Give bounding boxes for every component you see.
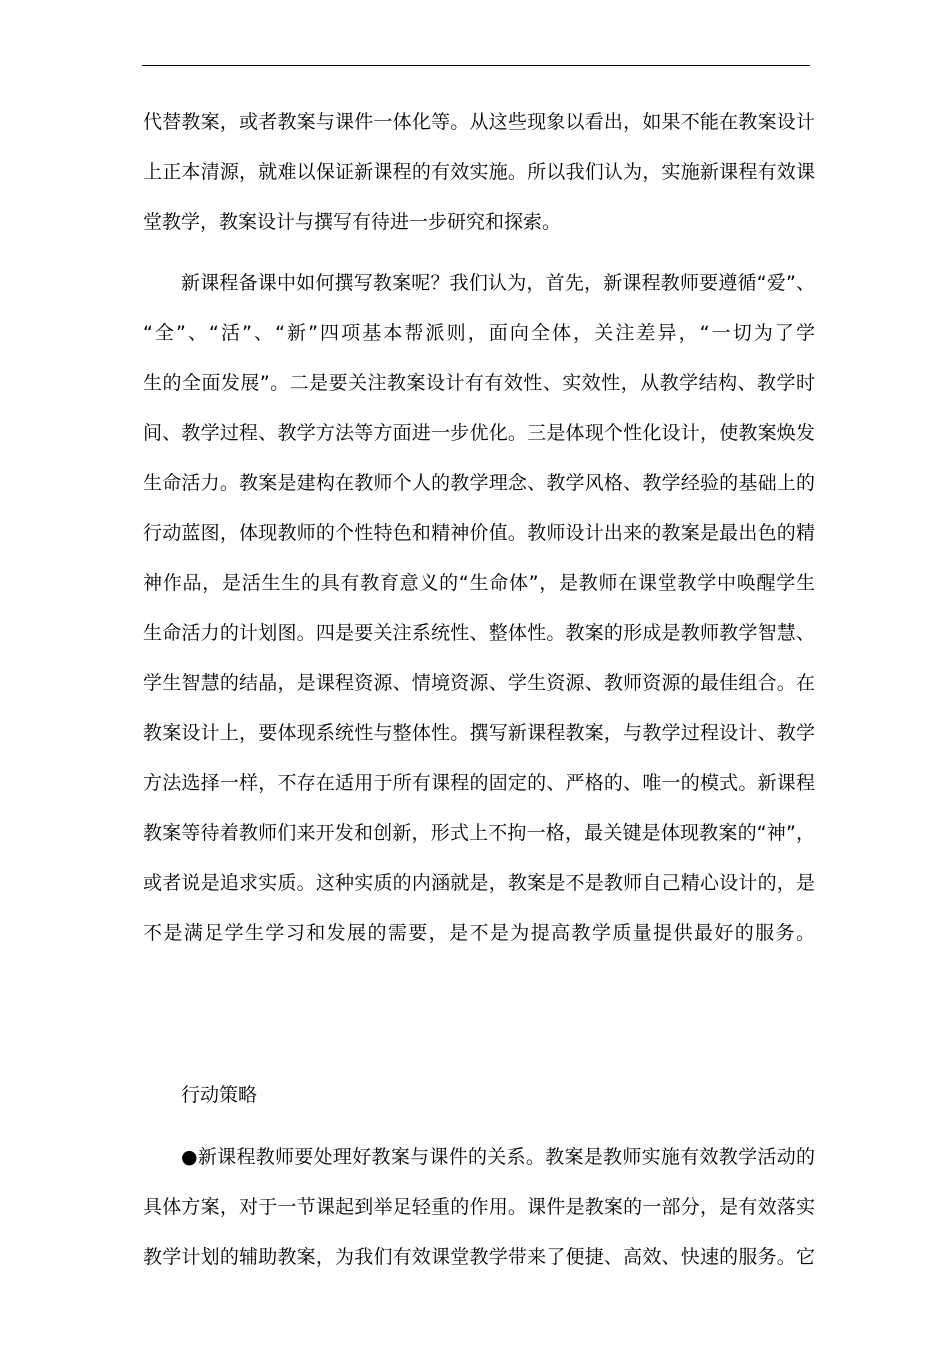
text-line: 或者说是追求实质。这种实质的内涵就是，教案是不是教师自己精心设计的，是 bbox=[143, 872, 815, 894]
paragraph-2 bbox=[143, 258, 815, 1058]
text-line: 上正本清源，就难以保证新课程的有效实施。所以我们认为，实施新课程有效课 bbox=[143, 161, 815, 183]
text-line: 具体方案，对于一节课起到举足轻重的作用。课件是教案的一部分，是有效落实 bbox=[143, 1196, 815, 1218]
text-line: 学生智慧的结晶，是课程资源、情境资源、学生资源、教师资源的最佳组合。在 bbox=[143, 672, 815, 694]
text-line: 教案等待着教师们来开发和创新，形式上不拘一格，最关键是体现教案的“神”， bbox=[143, 822, 815, 844]
text-line: “全”、“活”、“新”四项基本帮派则，面向全体，关注差异，“一切为了学 bbox=[143, 322, 815, 344]
paragraph-1 bbox=[143, 97, 815, 247]
text-line: 生命活力的计划图。四是要关注系统性、整体性。教案的形成是教师教学智慧、 bbox=[143, 622, 815, 644]
paragraph-4 bbox=[143, 1132, 815, 1282]
section-heading: 行动策略 bbox=[181, 1084, 258, 1106]
text-line: 代替教案，或者教案与课件一体化等。从这些现象以看出，如果不能在教案设计 bbox=[143, 111, 815, 133]
text-line bbox=[143, 958, 815, 1008]
text-line bbox=[143, 1008, 815, 1058]
text-line: 教学计划的辅助教案，为我们有效课堂教学带来了便捷、高效、快速的服务。它 bbox=[143, 1246, 815, 1268]
text-line: 神作品，是活生生的具有教育意义的“生命体”，是教师在课堂教学中唤醒学生 bbox=[143, 572, 815, 594]
text-line: 生的全面发展”。二是要关注教案设计有有效性、实效性，从教学结构、教学时 bbox=[143, 372, 815, 394]
text-line: 不是满足学生学习和发展的需要，是不是为提高教学质量提供最好的服务。 bbox=[143, 922, 815, 944]
document-body bbox=[143, 97, 815, 1282]
text-line: ●新课程教师要处理好教案与课件的关系。教案是教师实施有效教学活动的 bbox=[181, 1146, 815, 1168]
header-rule bbox=[142, 65, 810, 66]
text-line: 间、教学过程、教学方法等方面进一步优化。三是体现个性化设计，使教案焕发 bbox=[143, 422, 815, 444]
text-line: 方法选择一样，不存在适用于所有课程的固定的、严格的、唯一的模式。新课程 bbox=[143, 772, 815, 794]
text-line: 行动蓝图，体现教师的个性特色和精神价值。教师设计出来的教案是最出色的精 bbox=[143, 522, 815, 544]
paragraph-3 bbox=[143, 1070, 815, 1120]
text-line: 生命活力。教案是建构在教师个人的教学理念、教学风格、教学经验的基础上的 bbox=[143, 472, 815, 494]
text-line: 教案设计上，要体现系统性与整体性。撰写新课程教案，与教学过程设计、教学 bbox=[143, 722, 815, 744]
text-line: 堂教学，教案设计与撰写有待进一步研究和探索。 bbox=[143, 211, 562, 233]
text-line: 新课程备课中如何撰写教案呢？我们认为，首先，新课程教师要遵循“爱”、 bbox=[181, 272, 815, 294]
